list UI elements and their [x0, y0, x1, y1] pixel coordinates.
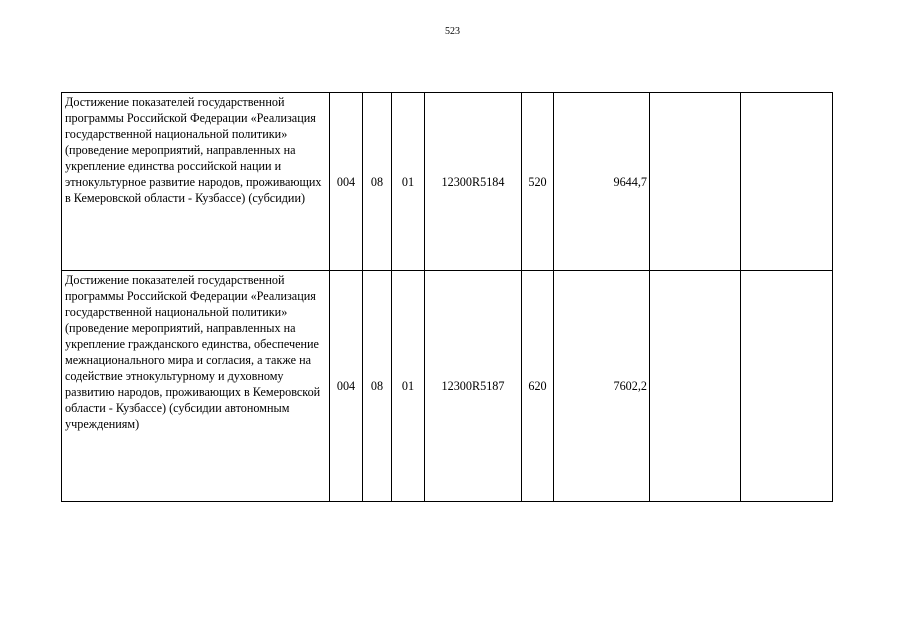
row-description: Достижение показателей государственной программы Российской Федерации «Реализация государственной национальной политики» (проведение мероприятий, направленных на укрепление гражданского единства, обеспечение межнационального мира и согласия, а также на содействие этнокультурному и духовному развитию народов, проживающих в Кемеровской области - Кузбассе) (субсидии автономным учреждениям) [62, 271, 330, 502]
extra-value-1 [650, 93, 741, 271]
target-article-code: 12300R5187 [425, 271, 522, 502]
budget-table [61, 92, 833, 502]
table-row [62, 93, 833, 271]
amount-value: 9644,7 [554, 93, 650, 271]
section-code: 08 [363, 93, 392, 271]
subsection-code: 01 [392, 271, 425, 502]
amount-value: 7602,2 [554, 271, 650, 502]
extra-value-1 [650, 271, 741, 502]
ministry-code: 004 [330, 271, 363, 502]
row-description: Достижение показателей государственной программы Российской Федерации «Реализация государственной национальной политики» (проведение мероприятий, направленных на укрепление единства российской нации и этнокультурное развитие народов, проживающих в Кемеровской области - Кузбассе) (субсидии) [62, 93, 330, 271]
extra-value-2 [741, 271, 833, 502]
table-row [62, 271, 833, 502]
subsection-code: 01 [392, 93, 425, 271]
section-code: 08 [363, 271, 392, 502]
extra-value-2 [741, 93, 833, 271]
ministry-code: 004 [330, 93, 363, 271]
target-article-code: 12300R5184 [425, 93, 522, 271]
page-number: 523 [445, 26, 460, 37]
expense-type-code: 620 [522, 271, 554, 502]
expense-type-code: 520 [522, 93, 554, 271]
